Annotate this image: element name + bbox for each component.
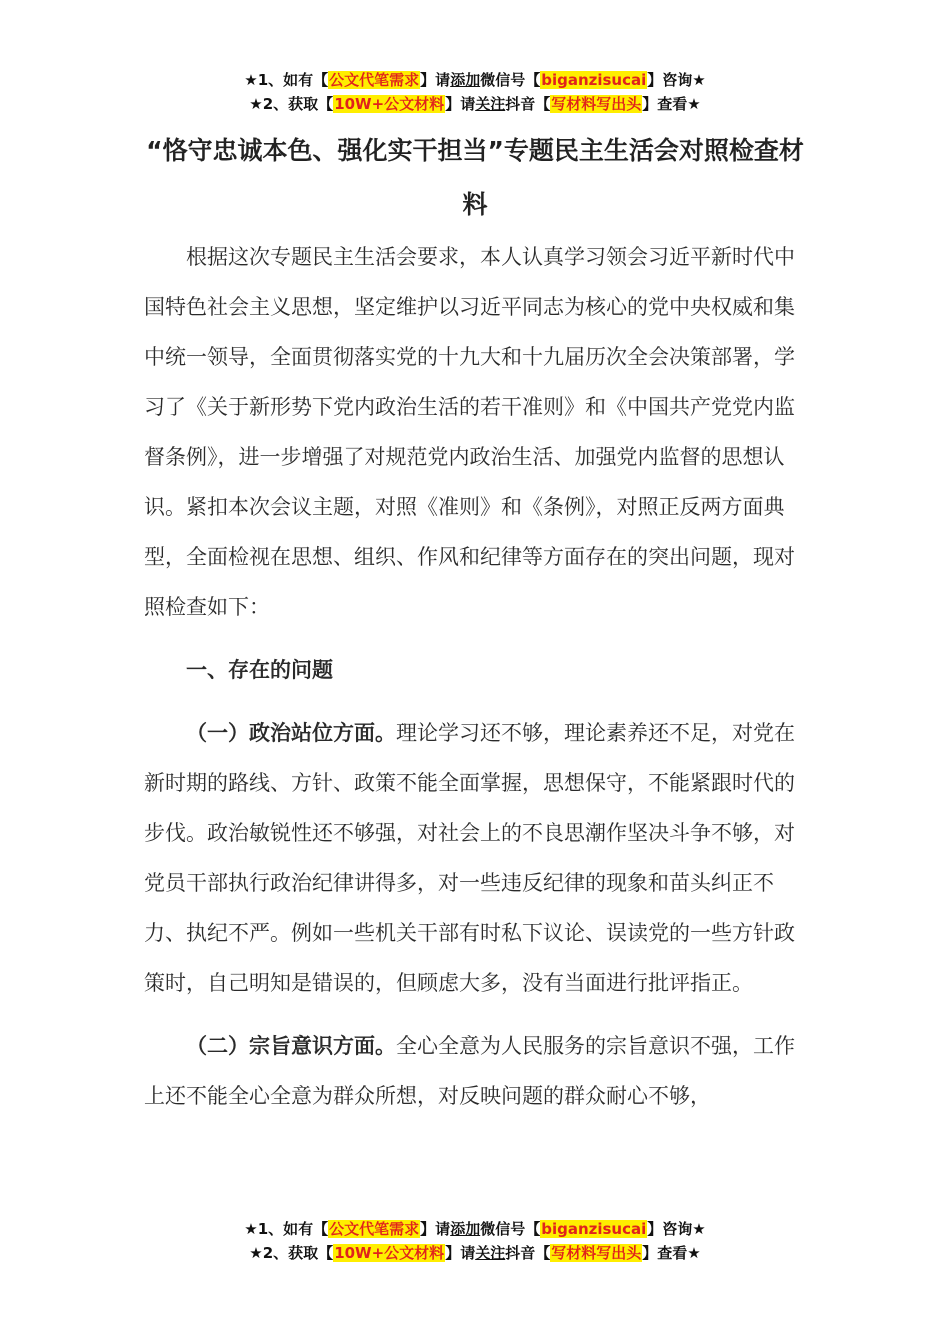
banner-line-2 [0, 1241, 950, 1265]
banner-underline: 添加 [450, 1220, 481, 1238]
banner-text: ★1、如有【 [244, 71, 329, 89]
banner-text: ★2、获取【 [249, 1244, 334, 1262]
banner-highlight: 公文代笔需求 [329, 1220, 420, 1238]
banner-highlight: 公文代笔需求 [329, 71, 420, 89]
banner-text: 】请 [445, 95, 476, 113]
banner-underline: 添加 [450, 71, 481, 89]
item-2-lead: （二）宗旨意识方面。 [186, 1034, 396, 1058]
document-title: “恪守忠诚本色、强化实干担当”专题民主生活会对照检查材料 [146, 136, 804, 219]
section-heading: 一、存在的问题 [186, 658, 333, 682]
banner-text: 】咨询★ [647, 71, 706, 89]
banner-text: 微信号【 [480, 71, 541, 89]
item-1-lead: （一）政治站位方面。 [186, 721, 396, 745]
banner-text: 】请 [420, 71, 451, 89]
banner-text: 抖音【 [505, 1244, 551, 1262]
banner-douyin-name: 写材料写出头 [551, 95, 642, 113]
banner-douyin-name: 写材料写出头 [551, 1244, 642, 1262]
banner-text: 】咨询★ [647, 1220, 706, 1238]
banner-text: 微信号【 [480, 1220, 541, 1238]
item-1-text: 理论学习还不够，理论素养还不足，对党在新时期的路线、方针、政策不能全面掌握，思想保守，不能紧跟时代的步伐。政治敏锐性还不够强，对社会上的不良思潮作坚决斗争不够，对党员干部执行政治纪律讲得多，对一些违反纪律的现象和苗头纠正不力、执纪不严。例如一些机关干部有时私下议论、误读党的一些方针政策时，自己明知是错误的，但顾虑大多，没有当面进行批评指正。 [144, 721, 795, 995]
item-1-paragraph [144, 708, 812, 1008]
banner-underline: 关注 [475, 1244, 506, 1262]
banner-line-1 [0, 1217, 950, 1241]
intro-paragraph: 根据这次专题民主生活会要求，本人认真学习领会习近平新时代中国特色社会主义思想，坚定维护以习近平同志为核心的党中央权威和集中统一领导，全面贯彻落实党的十九大和十九届历次全会决策部署，学习了《关于新形势下党内政治生活的若干准则》和《中国共产党党内监督条例》，进一步增强了对规范党内政治生活、加强党内监督的思想认识。紧扣本次会议主题，对照《准则》和《条例》，对照正反两方面典型，全面检视在思想、组织、作风和纪律等方面存在的突出问题，现对照检查如下： [144, 245, 795, 619]
banner-wechat-id: biganzisucai [541, 71, 647, 89]
item-2-paragraph [144, 1021, 812, 1121]
item-2-text: 全心全意为人民服务的宗旨意识不强，工作上还不能全心全意为群众所想，对反映问题的群众耐心不够， [144, 1034, 795, 1108]
document-body [144, 232, 812, 1121]
banner-text: 】查看★ [642, 1244, 701, 1262]
header-banner [0, 68, 950, 116]
banner-text: ★2、获取【 [249, 95, 334, 113]
banner-text: ★1、如有【 [244, 1220, 329, 1238]
banner-underline: 关注 [475, 95, 506, 113]
banner-text: 】请 [420, 1220, 451, 1238]
banner-highlight: 10W+公文材料 [334, 95, 445, 113]
banner-line-1 [0, 68, 950, 92]
banner-highlight: 10W+公文材料 [334, 1244, 445, 1262]
footer-banner [0, 1217, 950, 1265]
banner-text: 】请 [445, 1244, 476, 1262]
banner-wechat-id: biganzisucai [541, 1220, 647, 1238]
banner-line-2 [0, 92, 950, 116]
banner-text: 】查看★ [642, 95, 701, 113]
banner-text: 抖音【 [505, 95, 551, 113]
